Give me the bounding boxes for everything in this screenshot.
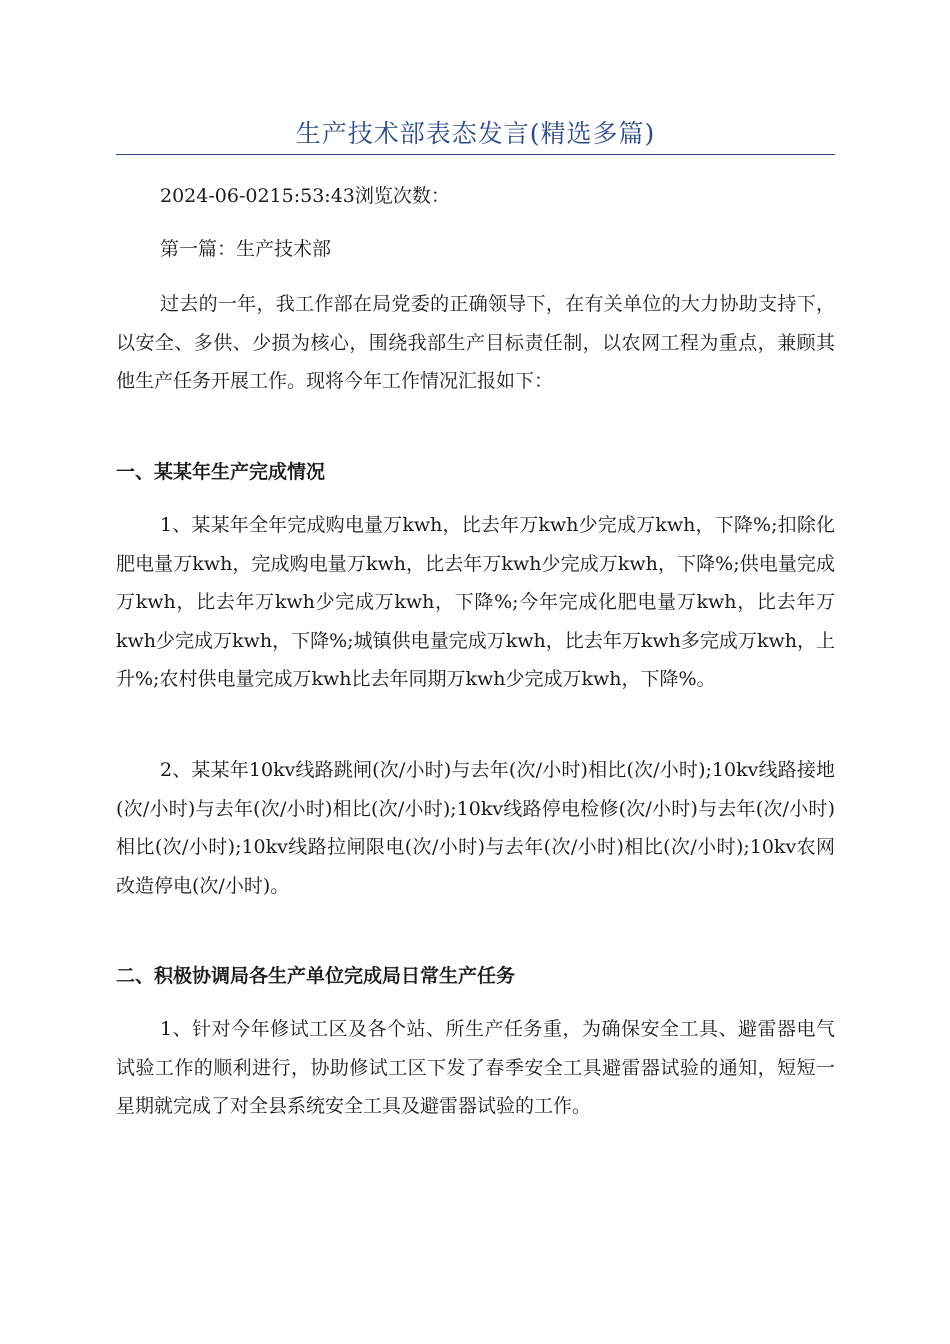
publish-info: 2024-06-0215:53:43浏览次数： [160, 185, 450, 207]
title-divider [116, 154, 835, 155]
body-paragraph: 1、某某年全年完成购电量万kwh，比去年万kwh少完成万kwh，下降%;扣除化肥电量万kwh，完成购电量万kwh，比去年万kwh少完成万kwh，下降%;供电量完成万kwh，比去年万kwh少完成万kwh，下降%;今年完成化肥电量万kwh，比去年万kwh少完成万kwh，下降%;城镇供电量完成万kwh，比去年万kwh多完成万kwh，上升%;农村供电量完成万kwh比去年同期万kwh少完成万kwh，下降%。 [116, 514, 835, 690]
body-paragraph: 2、某某年10kv线路跳闸(次/小时)与去年(次/小时)相比(次/小时);10kv线路接地(次/小时)与去年(次/小时)相比(次/小时);10kv线路停电检修(次/小时)与去年(次/小时)相比(次/小时);10kv线路拉闸限电(次/小时)与去年(次/小时)相比(次/小时);10kv农网改造停电(次/小时)。 [116, 759, 835, 897]
document-page [116, 0, 835, 1344]
document-title: 生产技术部表态发言(精选多篇) [295, 119, 656, 148]
section-heading: 一、某某年生产完成情况 [116, 461, 326, 483]
body-paragraph: 1、针对今年修试工区及各个站、所生产任务重，为确保安全工具、避雷器电气试验工作的顺利进行，协助修试工区下发了春季安全工具避雷器试验的通知，短短一星期就完成了对全县系统安全工具及避雷器试验的工作。 [116, 1018, 835, 1117]
section-heading: 二、积极协调局各生产单位完成局日常生产任务 [116, 965, 516, 987]
intro-paragraph: 过去的一年，我工作部在局党委的正确领导下，在有关单位的大力协助支持下，以安全、多供、少损为核心，围绕我部生产目标责任制，以农网工程为重点，兼顾其他生产任务开展工作。现将今年工作情况汇报如下： [116, 293, 835, 392]
chapter-title: 第一篇：生产技术部 [160, 238, 332, 260]
